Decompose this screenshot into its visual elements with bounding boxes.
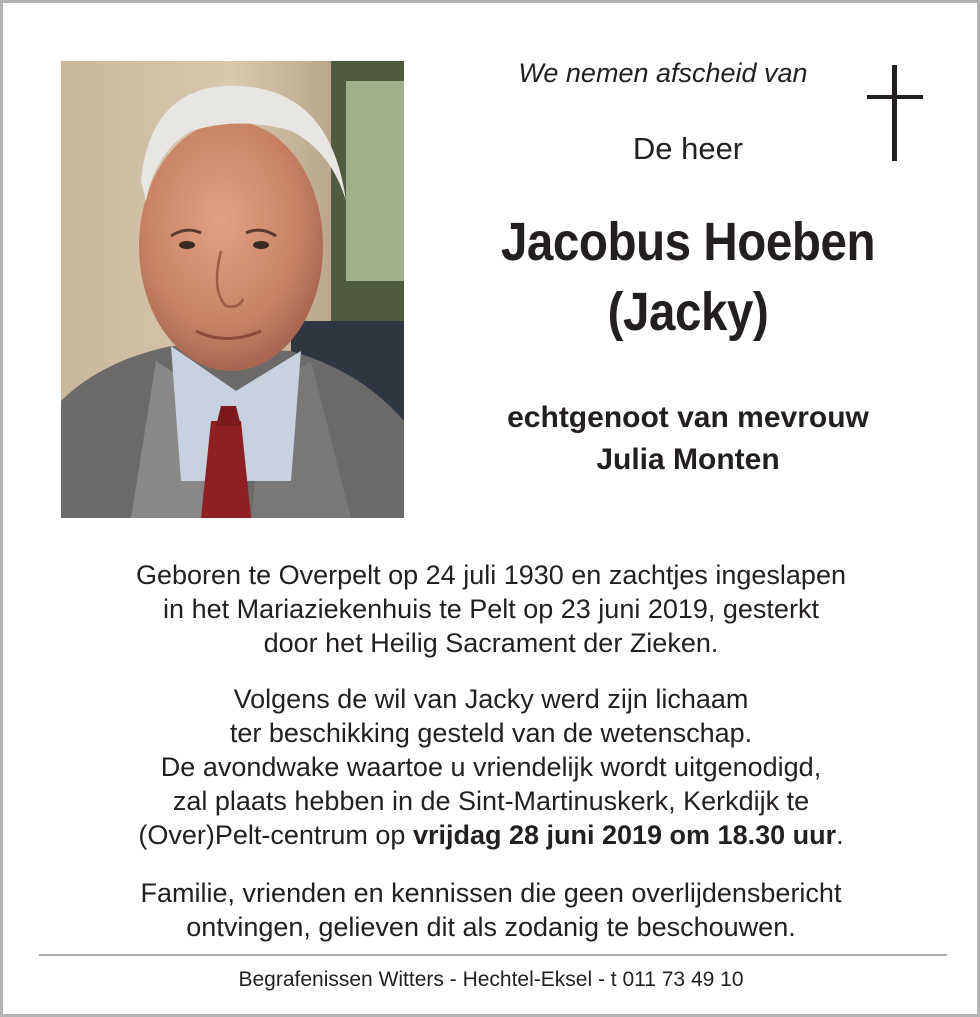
paragraph-line: Familie, vrienden en kennissen die geen overlijdensbericht	[140, 878, 842, 908]
intro-text: We nemen afscheid van	[518, 58, 808, 88]
divider	[39, 954, 947, 956]
name-line-2: (Jacky)	[607, 282, 769, 342]
paragraph-line: ter beschikking gesteld van de wetenschap.	[229, 718, 753, 748]
funeral-home-footer: Begrafenissen Witters - Hechtel-Eksel - t 011 73 49 10	[238, 968, 744, 991]
period: .	[836, 820, 844, 850]
honorific: De heer	[632, 131, 744, 166]
wake-date-time: vrijdag 28 juni 2019 om 18.30 uur	[412, 820, 837, 850]
paragraph-line: in het Mariaziekenhuis te Pelt op 23 juni 2019, gesterkt	[163, 594, 819, 624]
paragraph-line: door het Heilig Sacrament der Zieken.	[263, 628, 719, 658]
paragraph-line: Geboren te Overpelt op 24 juli 1930 en zachtjes ingeslapen	[136, 560, 846, 590]
paragraph-line: De avondwake waartoe u vriendelijk wordt uitgenodigd,	[160, 752, 822, 782]
paragraph-line: ontvingen, gelieven dit als zodanig te beschouwen.	[186, 912, 796, 942]
spouse-line-2: Julia Monten	[596, 443, 780, 476]
wake-paragraph	[33, 682, 949, 852]
paragraph-line: zal plaats hebben in de Sint-Martinuskerk, Kerkdijk te	[172, 786, 810, 816]
deceased-name	[455, 207, 921, 347]
spouse-line-1: echtgenoot van mevrouw	[507, 401, 869, 434]
birth-death-paragraph	[33, 558, 949, 660]
portrait-photo	[61, 61, 404, 518]
paragraph-line	[33, 818, 949, 852]
paragraph-line: Volgens de wil van Jacky werd zijn lichaam	[233, 684, 749, 714]
spouse-info	[423, 397, 953, 481]
family-note-paragraph	[33, 876, 949, 944]
name-line-1: Jacobus Hoeben	[500, 212, 876, 272]
wake-location-text: (Over)Pelt-centrum op	[138, 820, 413, 850]
